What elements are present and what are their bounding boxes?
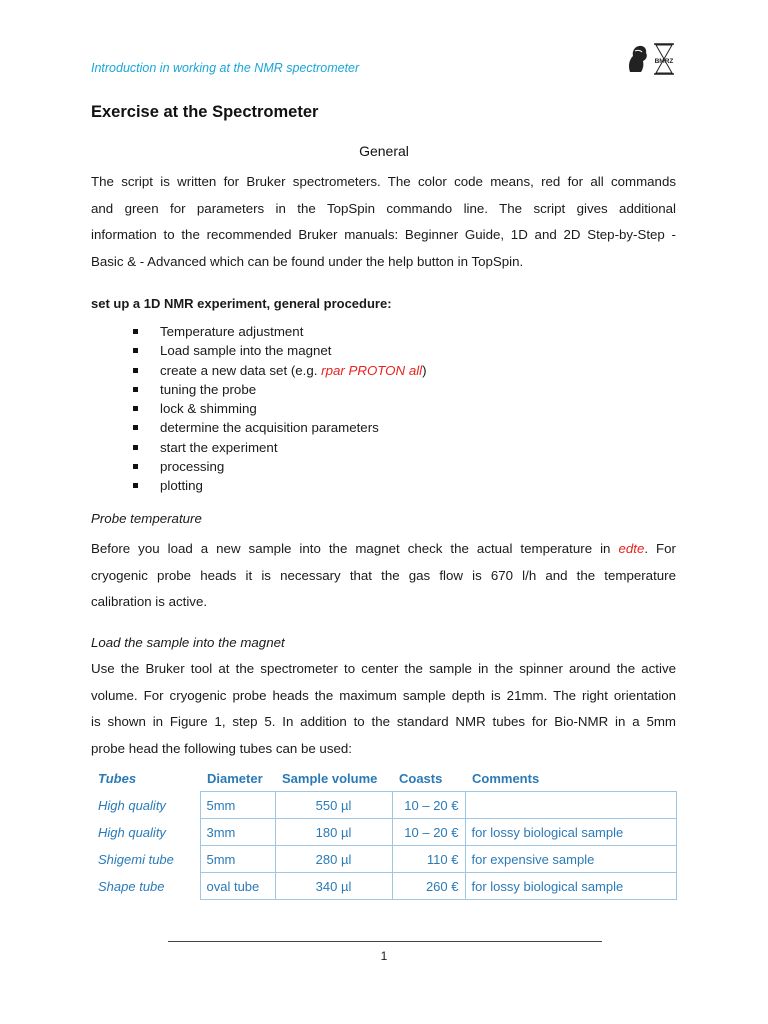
list-item: processing: [133, 457, 427, 476]
paragraph-line: Basic & - Advanced which can be found under the help button in TopSpin.: [91, 253, 524, 269]
bmrz-logo: [624, 42, 678, 76]
page-number: 1: [380, 949, 388, 963]
paragraph-line: Before you load a new sample into the magnet check the actual temperature in edte. For: [91, 541, 676, 556]
table-cell: 550 µl: [275, 792, 392, 819]
list-item: lock & shimming: [133, 399, 427, 418]
command-example: rpar PROTON all: [321, 362, 423, 378]
table-cell: for lossy biological sample: [465, 819, 676, 846]
table-cell: [465, 792, 676, 819]
paragraph-line: Use the Bruker tool at the spectrometer to center the sample in the spinner around the active: [91, 661, 676, 676]
table-cell: Shigemi tube: [98, 851, 174, 867]
table-row: [91, 819, 676, 846]
list-item: determine the acquisition parameters: [133, 418, 427, 437]
list-item: Temperature adjustment: [133, 322, 427, 341]
table-cell: 10 – 20 €: [392, 792, 465, 819]
table-cell: 5mm: [200, 846, 275, 873]
column-header: Tubes: [98, 770, 137, 786]
logo-text: BMRZ: [654, 58, 674, 65]
probe-temperature-heading: Probe temperature: [91, 511, 202, 526]
column-header: Sample volume: [282, 770, 378, 786]
paragraph-line: is shown in Figure 1, step 5. In addition to the standard NMR tubes for Bio-NMR in a 5mm: [91, 714, 676, 729]
load-sample-paragraph: [91, 656, 676, 762]
bullet-square-icon: [133, 483, 138, 488]
probe-temperature-paragraph: [91, 536, 676, 616]
procedure-heading: set up a 1D NMR experiment, general procedure:: [91, 296, 392, 311]
paragraph-line: information to the recommended Bruker manuals: Beginner Guide, 1D and 2D Step-by-Step -: [91, 227, 676, 242]
paragraph-line: calibration is active.: [91, 594, 208, 609]
bullet-square-icon: [133, 464, 138, 469]
table-cell: 10 – 20 €: [392, 819, 465, 846]
column-header: Diameter: [207, 770, 263, 786]
section-heading-general: General: [359, 143, 409, 159]
table-cell: oval tube: [200, 873, 275, 900]
paragraph-line: The script is written for Bruker spectrometers. The color code means, red for all commands: [91, 174, 676, 189]
table-cell: 110 €: [392, 846, 465, 873]
paragraph-line: and green for parameters in the TopSpin commando line. The script gives additional: [91, 200, 676, 216]
table-cell: 5mm: [200, 792, 275, 819]
list-item: plotting: [133, 476, 427, 495]
paragraph-line: volume. For cryogenic probe heads the maximum sample depth is 21mm. The right orientation: [91, 687, 676, 703]
bullet-square-icon: [133, 425, 138, 430]
paragraph-line: cryogenic probe heads it is necessary that the gas flow is 670 l/h and the temperature: [91, 567, 676, 583]
footer-divider: [168, 941, 602, 942]
general-paragraph: [91, 169, 676, 275]
table-cell: 180 µl: [275, 819, 392, 846]
table-row: [91, 792, 676, 819]
column-header: Coasts: [399, 770, 443, 786]
table-cell: 3mm: [200, 819, 275, 846]
bullet-square-icon: [133, 387, 138, 392]
list-item: tuning the probe: [133, 380, 427, 399]
tubes-table: [91, 765, 677, 900]
load-sample-heading: Load the sample into the magnet: [91, 635, 285, 650]
column-header: Comments: [472, 770, 540, 786]
bullet-square-icon: [133, 368, 138, 373]
command-edte: edte: [618, 541, 645, 556]
paragraph-line: probe head the following tubes can be used:: [91, 740, 352, 756]
bullet-square-icon: [133, 406, 138, 411]
table-row: [91, 846, 676, 873]
table-cell: for lossy biological sample: [465, 873, 676, 900]
table-cell: High quality: [98, 824, 166, 840]
table-cell: High quality: [98, 797, 166, 813]
procedure-list: [133, 322, 427, 496]
table-cell: 260 €: [392, 873, 465, 900]
running-header: Introduction in working at the NMR spectrometer: [91, 61, 360, 75]
table-cell: for expensive sample: [465, 846, 676, 873]
list-item: start the experiment: [133, 438, 427, 457]
bullet-square-icon: [133, 348, 138, 353]
bullet-square-icon: [133, 445, 138, 450]
list-item: create a new data set (e.g. rpar PROTON all): [133, 361, 427, 380]
table-cell: Shape tube: [98, 878, 165, 894]
table-cell: 340 µl: [275, 873, 392, 900]
table-header-row: [91, 765, 676, 792]
list-item: Load sample into the magnet: [133, 341, 427, 360]
document-title: Exercise at the Spectrometer: [91, 103, 319, 121]
table-cell: 280 µl: [275, 846, 392, 873]
table-row: [91, 873, 676, 900]
bullet-square-icon: [133, 329, 138, 334]
